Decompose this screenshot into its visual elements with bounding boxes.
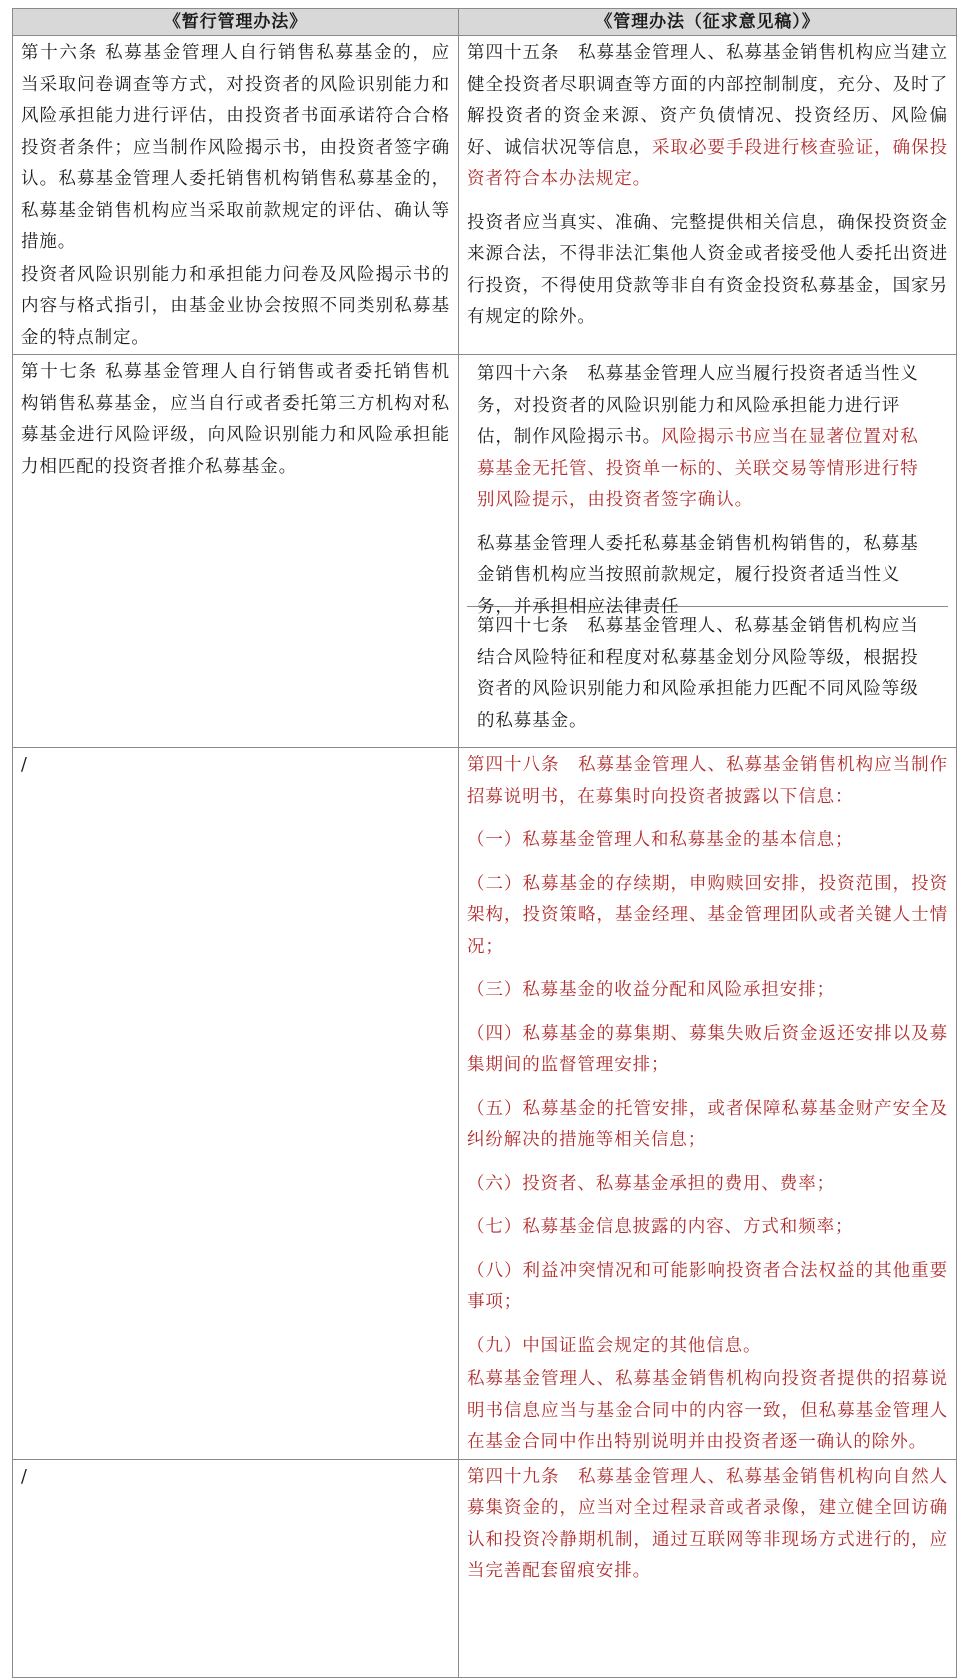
- new-article-45-text: 第四十五条 私募基金管理人、私募基金销售机构应当建立健全投资者尽职调查等方面的内部控制制度，充分、及时了解投资者的资金来源、资产负债情况、投资经历、风险偏好、诚信状况等信息，: [467, 43, 948, 158]
- new-article-48-closing: 私募基金管理人、私募基金销售机构向投资者提供的招募说明书信息应当与基金合同中的内容一致，但私募基金管理人在基金合同中作出特别说明并由投资者逐一确认的除外。: [467, 1369, 948, 1452]
- cell-new-article-49: [459, 1459, 957, 1677]
- disclosure-item-6: （六）投资者、私募基金承担的费用、费率；: [467, 1173, 835, 1194]
- cell-old-article-17: [13, 355, 459, 748]
- new-article-46-block: [467, 355, 948, 617]
- new-article-46-highlight: 风险揭示书应当在显著位置对私募基金无托管、投资单一标的、关联交易等情形进行特别风险提示，由投资者签字确认。: [477, 427, 919, 510]
- old-article-17-text: 第十七条 私募基金管理人自行销售或者委托销售机构销售私募基金，应当自行或者委托第三方机构对私募基金进行风险评级，向风险识别能力和风险承担能力相匹配的投资者推介私募基金。: [21, 362, 450, 477]
- table-row: [13, 355, 957, 748]
- new-article-47-text: 第四十七条 私募基金管理人、私募基金销售机构应当结合风险特征和程度对私募基金划分风险等级，根据投资者的风险识别能力和风险承担能力匹配不同风险等级的私募基金。: [477, 616, 919, 731]
- cell-new-articles-46-47: [459, 355, 957, 748]
- disclosure-item-1: （一）私募基金管理人和私募基金的基本信息；: [467, 830, 854, 850]
- header-interim-measures: 《暂行管理办法》: [13, 9, 459, 36]
- table-row: [13, 1459, 957, 1677]
- disclosure-item-9: （九）中国证监会规定的其他信息。: [467, 1335, 762, 1356]
- disclosure-item-4: （四）私募基金的募集期、募集失败后资金返还安排以及募集期间的监督管理安排；: [467, 1023, 948, 1075]
- old-article-16-para1: 第十六条 私募基金管理人自行销售私募基金的，应当采取问卷调查等方式，对投资者的风险识别能力和风险承担能力进行评估，由投资者书面承诺符合合格投资者条件；应当制作风险揭示书，由投资者签字确认。私募基金管理人委托销售机构销售私募基金的，私募基金销售机构应当采取前款规定的评估、确认等措施。: [21, 43, 450, 252]
- table-row: [13, 36, 957, 355]
- cell-new-article-45: [459, 36, 957, 355]
- no-corresponding-article: /: [21, 1466, 28, 1487]
- cell-old-article-16: [13, 36, 459, 355]
- new-article-45-highlight: 采取必要手段进行核查验证，确保投资者符合本办法规定。: [467, 137, 949, 189]
- new-article-45-para2: 投资者应当真实、准确、完整提供相关信息，确保投资资金来源合法，不得非法汇集他人资金或者接受他人委托出资进行投资，不得使用贷款等非自有资金投资私募基金，国家另有规定的除外。: [467, 212, 948, 327]
- comparison-table: [12, 8, 957, 1678]
- new-article-45-para1: [467, 38, 948, 196]
- new-article-46-para2: 私募基金管理人委托私募基金销售机构销售的，私募基金销售机构应当按照前款规定，履行投资者适当性义务，并承担相应法律责任: [477, 533, 919, 617]
- new-article-49-text: 第四十九条 私募基金管理人、私募基金销售机构向自然人募集资金的，应当对全过程录音或者录像，建立健全回访确认和投资冷静期机制，通过互联网等非现场方式进行的，应当完善配套留痕安排。: [467, 1466, 948, 1581]
- disclosure-item-5: （五）私募基金的托管安排，或者保障私募基金财产安全及纠纷解决的措施等相关信息；: [467, 1098, 948, 1150]
- new-article-46-para1: [477, 359, 936, 517]
- disclosure-item-3: （三）私募基金的收益分配和风险承担安排；: [467, 980, 835, 1000]
- cell-old-none-48: [13, 748, 459, 1460]
- cell-new-article-48: [459, 748, 957, 1460]
- cell-old-none-49: [13, 1459, 459, 1677]
- no-corresponding-article: /: [21, 755, 28, 775]
- table-row: [13, 748, 957, 1460]
- new-article-46-text: 第四十六条 私募基金管理人应当履行投资者适当性义务，对投资者的风险识别能力和风险承担能力进行评估，制作风险揭示书。: [477, 364, 919, 447]
- new-article-48-intro: 第四十八条 私募基金管理人、私募基金销售机构应当制作招募说明书，在募集时向投资者披露以下信息：: [467, 755, 948, 807]
- disclosure-item-8: （八）利益冲突情况和可能影响投资者合法权益的其他重要事项；: [467, 1260, 948, 1312]
- old-article-16-para2: 投资者风险识别能力和承担能力问卷及风险揭示书的内容与格式指引，由基金业协会按照不同类别私募基金的特点制定。: [21, 264, 450, 348]
- header-draft-measures: 《管理办法（征求意见稿）》: [459, 9, 957, 36]
- table-header-row: [13, 9, 957, 36]
- disclosure-item-7: （七）私募基金信息披露的内容、方式和频率；: [467, 1217, 854, 1237]
- new-article-47-block: [467, 606, 948, 747]
- disclosure-item-2: （二）私募基金的存续期，申购赎回安排，投资范围，投资架构，投资策略，基金经理、基金管理团队或者关键人士情况；: [467, 873, 948, 957]
